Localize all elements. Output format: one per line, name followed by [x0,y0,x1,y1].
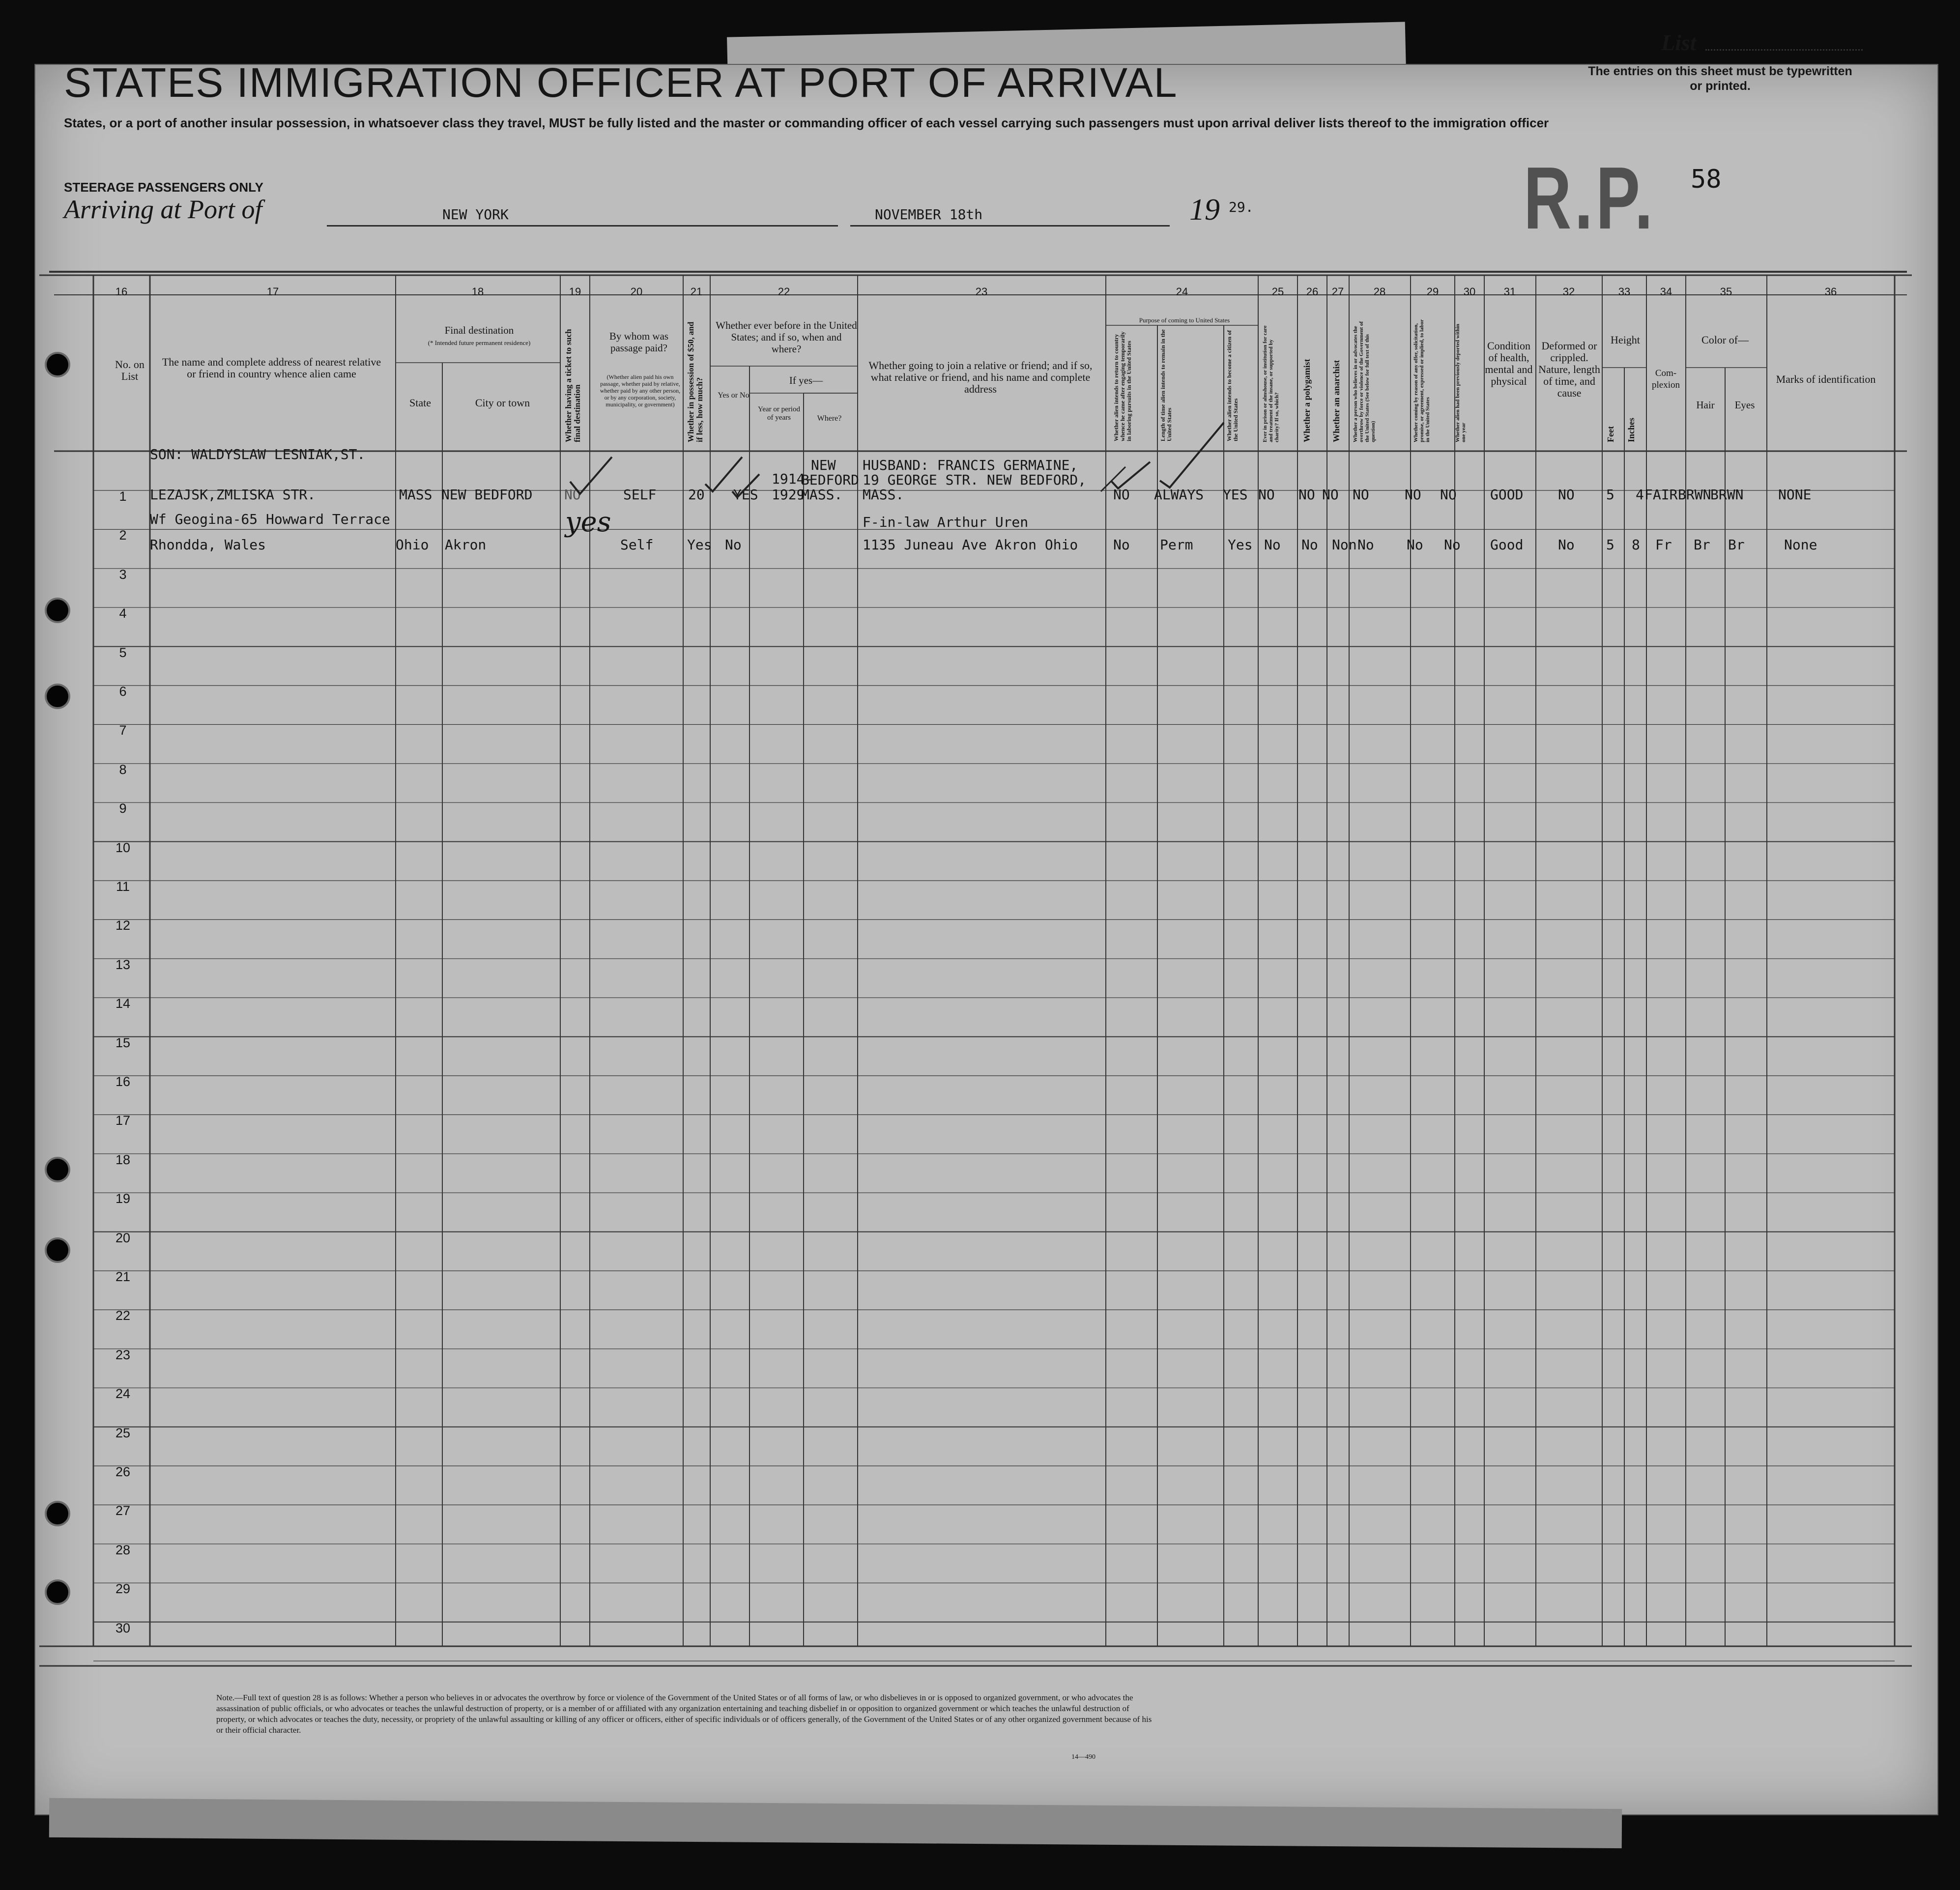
row1-eyes: BRWN [1710,487,1744,503]
header-feet: Feet [1606,426,1615,442]
column-number: 23 [975,286,988,298]
row2-polygamist: No [1301,537,1318,553]
entries-note: The entries on this sheet must be typewritten or printed. [1588,64,1852,93]
row1-q28: NO [1353,487,1369,503]
header-passage-paid: By whom was passage paid? [609,330,669,354]
header-nearest-relative: The name and complete address of nearest relative or friend in country whence alien came [162,356,381,380]
header-money: Whether in possession of $50, and if less, how much? [686,321,704,442]
row-number: 4 [119,606,127,621]
row1-join-line2: 19 GEORGE STR. NEW BEDFORD, [863,472,1087,488]
row-number: 13 [115,957,131,972]
row2-eyes: Br [1728,537,1745,553]
column-number: 28 [1373,286,1386,298]
row1-join-line1: HUSBAND: FRANCIS GERMAINE, [863,457,1078,473]
column-number: 32 [1562,286,1575,298]
row1-marks: NONE [1778,487,1812,503]
row1-city: NEW BEDFORD [441,487,533,503]
row2-relative-line2: Rhondda, Wales [150,537,266,553]
rp-stamp: R.P. [1524,149,1656,248]
row-number: 16 [115,1074,131,1089]
row2-hair: Br [1694,537,1710,553]
header-eyes: Eyes [1734,399,1755,411]
row-number: 6 [119,684,127,699]
row2-money: Yes [687,537,712,553]
row-number: 19 [115,1191,131,1206]
row2-q30: No [1444,537,1461,553]
header-q29: Whether coming by reason of any offer, solicitation, promise, or agreement, expressed or implied, to labor in the United States [1413,319,1431,442]
row-number: 23 [115,1347,131,1362]
row-number: 25 [115,1425,131,1440]
row2-inches: 8 [1632,537,1640,553]
header-height: Height [1611,334,1640,346]
row1-length: ALWAYS [1154,487,1204,503]
column-number: 31 [1503,286,1516,298]
header-complexion: Com- plexion [1652,368,1680,390]
row1-relative-line1: SON: WALDYSLAW LESNIAK,ST. [150,446,366,462]
row1-paid: SELF [623,487,657,503]
row1-return: NO [1113,487,1130,503]
row-number: 11 [115,879,130,894]
column-number: 18 [471,286,484,298]
row1-q29: NO [1405,487,1421,503]
column-number: 35 [1720,286,1732,298]
row1-state: MASS [399,487,432,503]
row1-money: 20 [688,487,705,503]
row2-prison: No [1264,537,1281,553]
header-before-in-us: Whether ever before in the United States; and if so, when and where? [716,319,857,355]
row1-feet: 5 [1606,487,1614,503]
header-no-on-list: No. on List [115,358,144,382]
header-purpose-return: Whether alien intends to return to country whence he came after engaging temporarily in laboring pursuits in the United States [1113,331,1132,441]
row1-citizen: YES [1223,487,1248,503]
row1-hair: BRWN [1678,487,1711,503]
header-city: City or town [475,397,530,409]
row1-where-line1: NEW [811,457,836,473]
row1-relative-line2: LEZAJSK,ZMLISKA STR. [150,487,316,503]
row2-feet: 5 [1606,537,1614,553]
row-number: 29 [115,1581,131,1597]
year-prefix: 19 [1189,193,1220,227]
row1-years-line1: 1914- [772,471,813,487]
row2-marks: None [1784,537,1817,553]
check-mark [732,474,759,497]
row-number: 17 [115,1113,131,1128]
row-number: 5 [119,645,127,660]
row2-q29: No [1407,537,1423,553]
header-condition: Condition of health, mental and physical [1485,340,1533,387]
check-mark [1101,467,1125,491]
arriving-label: Arriving at Port of [64,195,262,224]
column-number: 24 [1176,286,1188,298]
header-going-to-join: Whether going to join a relative or friend; and if so, what relative or friend, and his name and complete address [868,359,1093,395]
row-number: 15 [115,1035,131,1050]
row-number: 24 [115,1386,131,1402]
header-color-of: Color of— [1701,334,1749,346]
list-label: List [1661,30,1697,55]
row1-prison: NO [1258,487,1275,503]
footnote-q28: Note.—Full text of question 28 is as follows: Whether a person who believes in or advocates the overthrow by force or violence of the Government of the United States or of all forms of law, or who disbelieves in or is opposed to organized government, or who advocates the assassination of public officials, or who advocates or teaches the unlawful destruction of property, or is a member of or affiliated with any organization entertaining and teaching disbelief in or opposition to organized government or which teaches the unlawful destruction of property, or which advocates or teaches the duty, necessity, or propriety of the unlawful assaulting or killing of any officer or officers, either of specific individuals or of officers generally, of the Government of the United States or of any other organized government because of his or their official character. [216,1693,1152,1735]
row2-health: Good [1490,537,1524,553]
row1-complexion: FAIR [1644,487,1678,503]
header-purpose: Purpose of coming to United States [1139,316,1230,324]
passenger-class: STEERAGE PASSENGERS ONLY [64,180,263,195]
row-number: 14 [115,996,131,1011]
row-number: 18 [115,1152,131,1167]
header-purpose-citizen: Whether alien intends to become a citizen of the United States [1226,330,1239,441]
row2-q28: No [1357,537,1374,553]
row2-deformed: No [1558,537,1575,553]
check-mark [705,457,742,491]
port-value: NEW YORK [442,206,509,223]
row-number: 10 [115,840,131,855]
check-mark [570,457,612,494]
row2-return: No [1113,537,1130,553]
column-number: 17 [266,286,279,298]
column-number: 33 [1618,286,1631,298]
page-title: STATES IMMIGRATION OFFICER AT PORT OF ARRIVAL [64,59,1178,106]
column-number: 34 [1660,286,1672,298]
check-mark [1160,423,1224,487]
row-number: 7 [119,723,127,738]
column-number: 21 [690,286,703,298]
date-value: NOVEMBER 18th [875,206,983,223]
row2-join-line2: 1135 Juneau Ave Akron Ohio [863,537,1078,553]
row-number: 26 [115,1464,131,1479]
column-number: 30 [1463,286,1476,298]
header-marks: Marks of identification [1776,373,1876,385]
row-number: 1 [119,489,127,504]
row2-complexion: Fr [1655,537,1672,553]
column-number: 16 [115,286,128,298]
row-number: 9 [119,801,127,816]
row2-join-line1: F-in-law Arthur Uren [863,514,1029,530]
row-number: 21 [115,1269,131,1284]
row1-join-line3: MASS. [863,487,904,503]
row1-where-line3: MASS. [801,487,843,503]
column-number: 36 [1824,286,1837,298]
row1-before: YES [733,487,758,503]
row1-anarchist: NO [1322,487,1339,503]
header-purpose-length: Length of time alien intends to remain in the United States [1159,329,1173,441]
instruction-text: States, or a port of another insular possession, in whatsoever class they travel, MUST be fully listed and the master or commanding officer of each vessel carrying such passengers must upon arrival deliver lists thereof to the immigration officer [64,115,1549,130]
header-anarchist: Whether an anarchist [1331,360,1341,442]
row-number: 8 [119,762,127,777]
column-number: 19 [569,286,581,298]
header-final-destination-note: (* Intended future permanent residence) [428,339,531,346]
year-value: 29. [1229,199,1254,215]
header-passage-paid-note: (Whether alien paid his own passage, whether paid by relative, whether paid by any other person, or by any corporation, society, municipality, or government) [600,373,681,408]
row-number: 27 [115,1503,131,1518]
row2-before: No [725,537,742,553]
row1-ticket: NO [564,487,581,503]
row2-paid: Self [620,537,654,553]
row-number: 3 [119,567,127,582]
row1-health: GOOD [1490,487,1524,503]
header-q30: Whether alien had been previously deported within one year [1455,323,1467,442]
header-q28: Whether a person who believes in or advocates the overthrow by force or violence of the Government of the United States (See below for full text of this question) [1353,321,1376,442]
row2-ticket: yes [565,506,611,538]
row2-length: Perm [1160,537,1193,553]
row-number: 22 [115,1308,131,1323]
row-number: 28 [115,1542,131,1557]
column-number: 26 [1306,286,1319,298]
row2-city: Akron [445,537,487,553]
row2-relative-line1: Wf Geogina-65 Howward Terrace [150,511,390,527]
header-inches: Inches [1626,417,1636,442]
row-number: 30 [115,1620,131,1635]
header-year-period: Year or period of years [758,405,800,422]
stamp-number: 58 [1691,165,1722,194]
header-ticket: Whether having a ticket to such final destination [564,329,582,442]
header-final-destination: Final destination [444,324,514,336]
column-number: 22 [778,286,790,298]
row-number: 2 [119,528,127,543]
row-number: 20 [115,1230,131,1245]
row1-inches: 4 [1636,487,1644,503]
row2-citizen: Yes [1228,537,1253,553]
row1-deformed: NO [1558,487,1575,503]
header-deformed: Deformed or crippled. Nature, length of time, and cause [1538,340,1600,399]
header-state: State [409,397,431,409]
column-number: 20 [630,286,643,298]
row1-polygamist: NO [1298,487,1315,503]
column-number: 27 [1331,286,1344,298]
row2-state: Ohio [396,537,429,553]
header-yes-or-no: Yes or No [718,391,749,400]
row1-years-line2: 1929 [772,487,805,503]
row1-q30: NO [1440,487,1457,503]
form-code: 14—490 [1071,1753,1095,1761]
column-number: 25 [1271,286,1284,298]
header-prison: Ever in prison or almshouse, or institution for care and treatment of the insane, or supported by charity? If so, which? [1262,325,1280,442]
row2-anarchist: Non [1332,537,1357,553]
row1-where-line2: BEDFORD [801,472,860,488]
header-hair: Hair [1696,399,1715,411]
row-number: 12 [115,918,131,933]
header-if-yes: If yes— [789,374,823,386]
header-polygamist: Whether a polygamist [1302,359,1312,442]
header-where: Where? [817,414,842,423]
column-number: 29 [1426,286,1439,298]
